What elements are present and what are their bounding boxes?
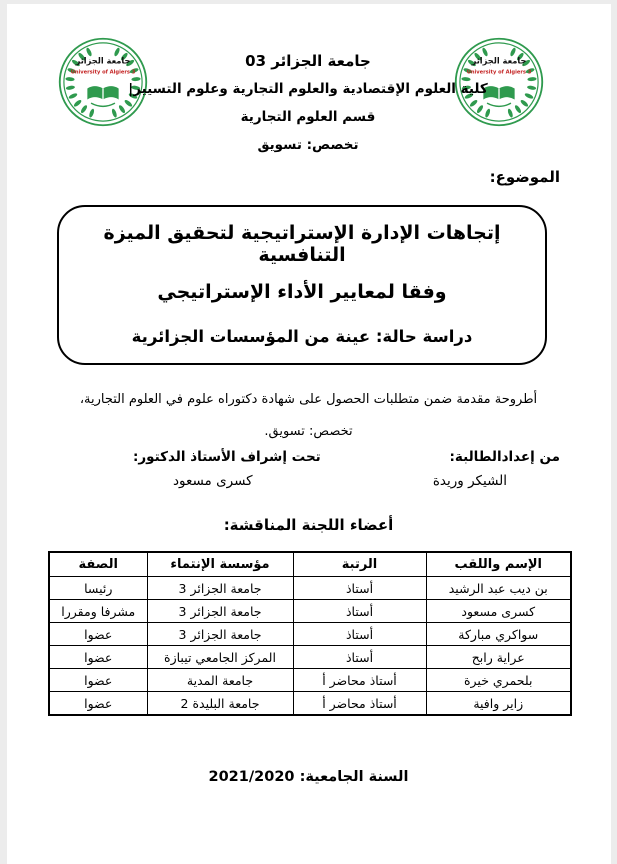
member-rank: أستاذ: [293, 623, 426, 646]
member-name: سواكري مباركة: [426, 623, 571, 646]
col-header-role: الصفة: [49, 552, 147, 577]
table-header-row: [49, 552, 571, 577]
scan-edge-top: [0, 0, 617, 4]
table-row: [49, 577, 571, 600]
member-name: كسرى مسعود: [426, 600, 571, 623]
thesis-case-study-line: دراسة حالة: عينة من المؤسسات الجزائرية: [131, 327, 473, 346]
member-name: زاير وافية: [426, 692, 571, 716]
member-institution: جامعة الجزائر 3: [147, 577, 293, 600]
col-header-rank: الرتبة: [293, 552, 426, 577]
thesis-specialty-note: تخصص: تسويق.: [264, 424, 353, 439]
member-rank: أستاذ محاضر أ: [293, 692, 426, 716]
table-row: [49, 692, 571, 716]
table-row: [49, 600, 571, 623]
supervisor-label: تحت إشراف الأستاذ الدكتور:: [133, 449, 321, 465]
member-rank: أستاذ محاضر أ: [293, 669, 426, 692]
table-row: [49, 646, 571, 669]
institution-header: [128, 47, 488, 159]
member-name: بلحمري خيرة: [426, 669, 571, 692]
university-name: جامعة الجزائر 03: [245, 52, 371, 70]
academic-year: السنة الجامعية: 2021/2020: [208, 769, 409, 785]
member-name: بن ديب عبد الرشيد: [426, 577, 571, 600]
table-row: [49, 623, 571, 646]
member-role: عضوا: [49, 669, 147, 692]
supervisor-name: كسرى مسعود: [173, 473, 253, 489]
member-institution: جامعة الجزائر 3: [147, 600, 293, 623]
member-rank: أستاذ: [293, 577, 426, 600]
member-institution: المركز الجامعي تيبازة: [147, 646, 293, 669]
member-role: عضوا: [49, 623, 147, 646]
faculty-name: كلية العلوم الإقتصادية والعلوم التجارية وعلوم التسيير|: [128, 81, 488, 97]
thesis-requirement-note: أطروحة مقدمة ضمن متطلبات الحصول على شهادة دكتوراه علوم في العلوم التجارية،: [79, 392, 538, 407]
student-name: الشيكر وريدة: [432, 473, 507, 489]
department-name: قسم العلوم التجارية: [240, 109, 376, 125]
subject-label: الموضوع:: [489, 168, 560, 186]
table-row: [49, 669, 571, 692]
col-header-name: الإسم واللقب: [426, 552, 571, 577]
member-institution: جامعة الجزائر 3: [147, 623, 293, 646]
prepared-by-label: من إعدادالطالبة:: [449, 449, 560, 465]
member-name: عراية رابح: [426, 646, 571, 669]
thesis-title-box: [57, 205, 547, 365]
thesis-title-line1: إتجاهات الإدارة الإستراتيجية لتحقيق الميزة التنافسية: [103, 222, 501, 266]
committee-table: [48, 551, 572, 716]
member-rank: أستاذ: [293, 600, 426, 623]
member-rank: أستاذ: [293, 646, 426, 669]
member-role: عضوا: [49, 646, 147, 669]
member-role: عضوا: [49, 692, 147, 716]
committee-heading: أعضاء اللجنة المناقشة:: [223, 516, 394, 534]
thesis-title-line2: وفقا لمعايير الأداء الإستراتيجي: [157, 281, 447, 303]
member-institution: جامعة المدية: [147, 669, 293, 692]
specialty-name: تخصص: تسويق: [257, 137, 359, 153]
member-institution: جامعة البليدة 2: [147, 692, 293, 716]
member-role: رئيسا: [49, 577, 147, 600]
member-role: مشرفا ومقررا: [49, 600, 147, 623]
col-header-institution: مؤسسة الإنتماء: [147, 552, 293, 577]
